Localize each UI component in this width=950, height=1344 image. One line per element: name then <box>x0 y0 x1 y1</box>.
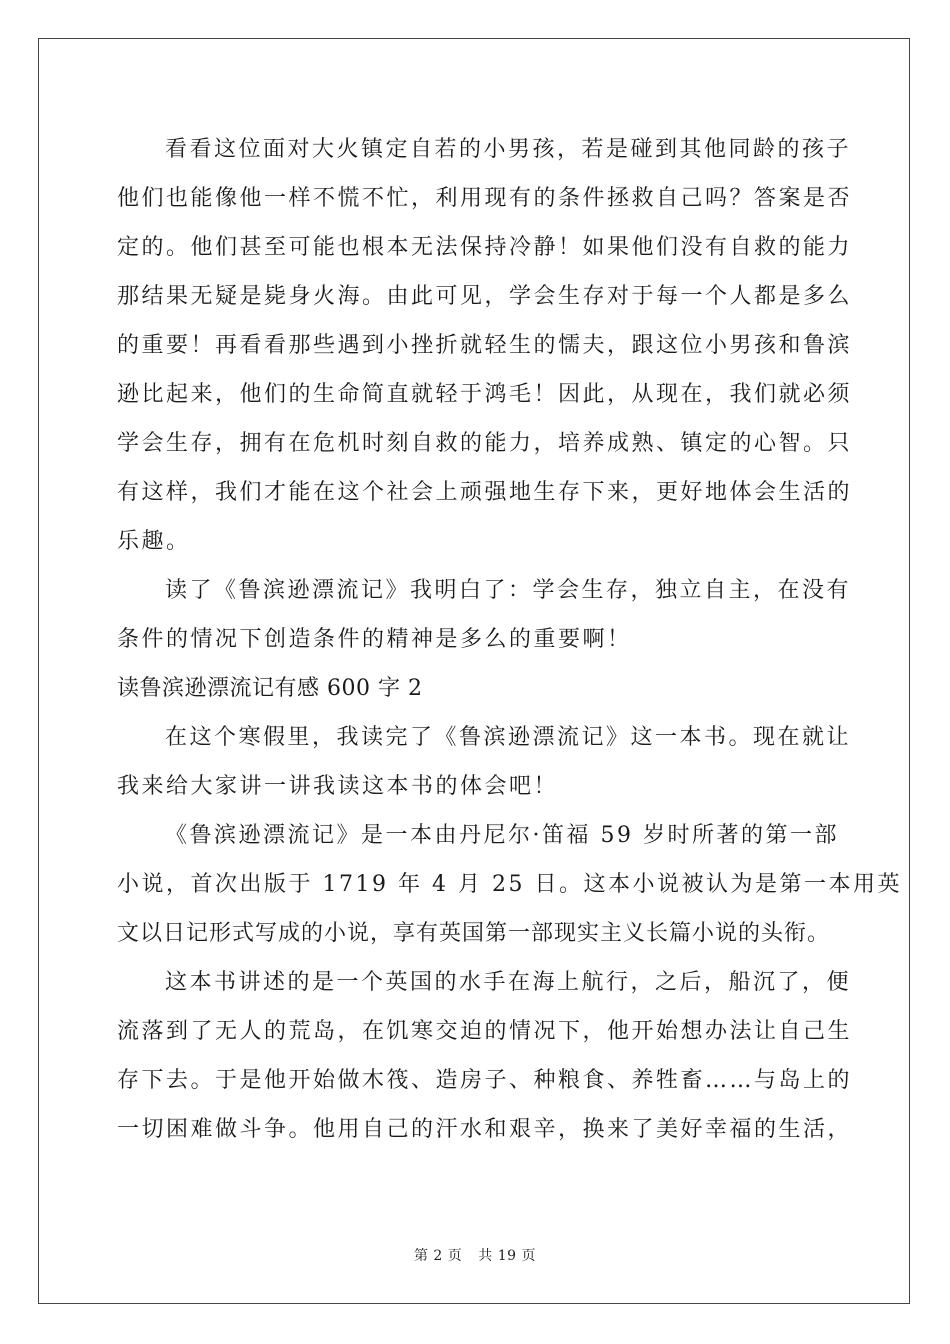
paragraph-line: 这本书讲述的是一个英国的水手在海上航行，之后，船沉了，便 <box>165 970 852 995</box>
paragraph-line: 读了《鲁滨逊漂流记》我明白了：学会生存，独立自主，在没有 <box>165 578 852 603</box>
paragraph-line: 那结果无疑是毙身火海。由此可见，学会生存对于每一个人都是多么 <box>117 284 853 309</box>
page-number: 第 2 页 <box>413 1248 463 1264</box>
paragraph-line: 存下去。于是他开始做木筏、造房子、种粮食、养牲畜……与岛上的 <box>117 1068 853 1093</box>
paragraph-line: 逊比起来，他们的生命简直就轻于鸿毛！因此，从现在，我们就必须 <box>117 382 853 407</box>
paragraph-line: 有这样，我们才能在这个社会上顽强地生存下来，更好地体会生活的 <box>117 480 853 505</box>
paragraph-line: 看看这位面对大火镇定自若的小男孩，若是碰到其他同龄的孩子 <box>165 137 852 162</box>
document-body <box>117 125 902 1154</box>
paragraph-line: 小说，首次出版于 1719 年 4 月 25 日。这本小说被认为是第一本用英 <box>117 872 902 897</box>
paragraph-line: 在这个寒假里，我读完了《鲁滨逊漂流记》这一本书。现在就让 <box>165 725 852 750</box>
paragraph-line: 定的。他们甚至可能也根本无法保持冷静！如果他们没有自救的能力 <box>117 235 853 260</box>
paragraph-line: 文以日记形式写成的小说，享有英国第一部现实主义长篇小说的头衔。 <box>117 921 831 946</box>
paragraph-line: 条件的情况下创造条件的精神是多么的重要啊！ <box>117 627 632 652</box>
page-total: 共 19 页 <box>478 1248 537 1264</box>
paragraph-line: 《鲁滨逊漂流记》是一本由丹尼尔·笛福 59 岁时所著的第一部 <box>165 823 839 848</box>
paragraph-line: 乐趣。 <box>117 529 191 554</box>
page-footer <box>0 1245 950 1265</box>
section-heading: 读鲁滨逊漂流记有感 600 字 2 <box>117 676 423 701</box>
paragraph-line: 的重要！再看看那些遇到小挫折就轻生的懦夫，跟这位小男孩和鲁滨 <box>117 333 853 358</box>
paragraph-line: 我来给大家讲一讲我读这本书的体会吧！ <box>117 774 559 799</box>
paragraph-line: 学会生存，拥有在危机时刻自救的能力，培养成熟、镇定的心智。只 <box>117 431 853 456</box>
paragraph-line: 他们也能像他一样不慌不忙，利用现有的条件拯救自己吗？答案是否 <box>117 186 853 211</box>
paragraph-line: 一切困难做斗争。他用自己的汗水和艰辛，换来了美好幸福的生活， <box>117 1117 853 1142</box>
paragraph-line: 流落到了无人的荒岛，在饥寒交迫的情况下，他开始想办法让自己生 <box>117 1019 853 1044</box>
